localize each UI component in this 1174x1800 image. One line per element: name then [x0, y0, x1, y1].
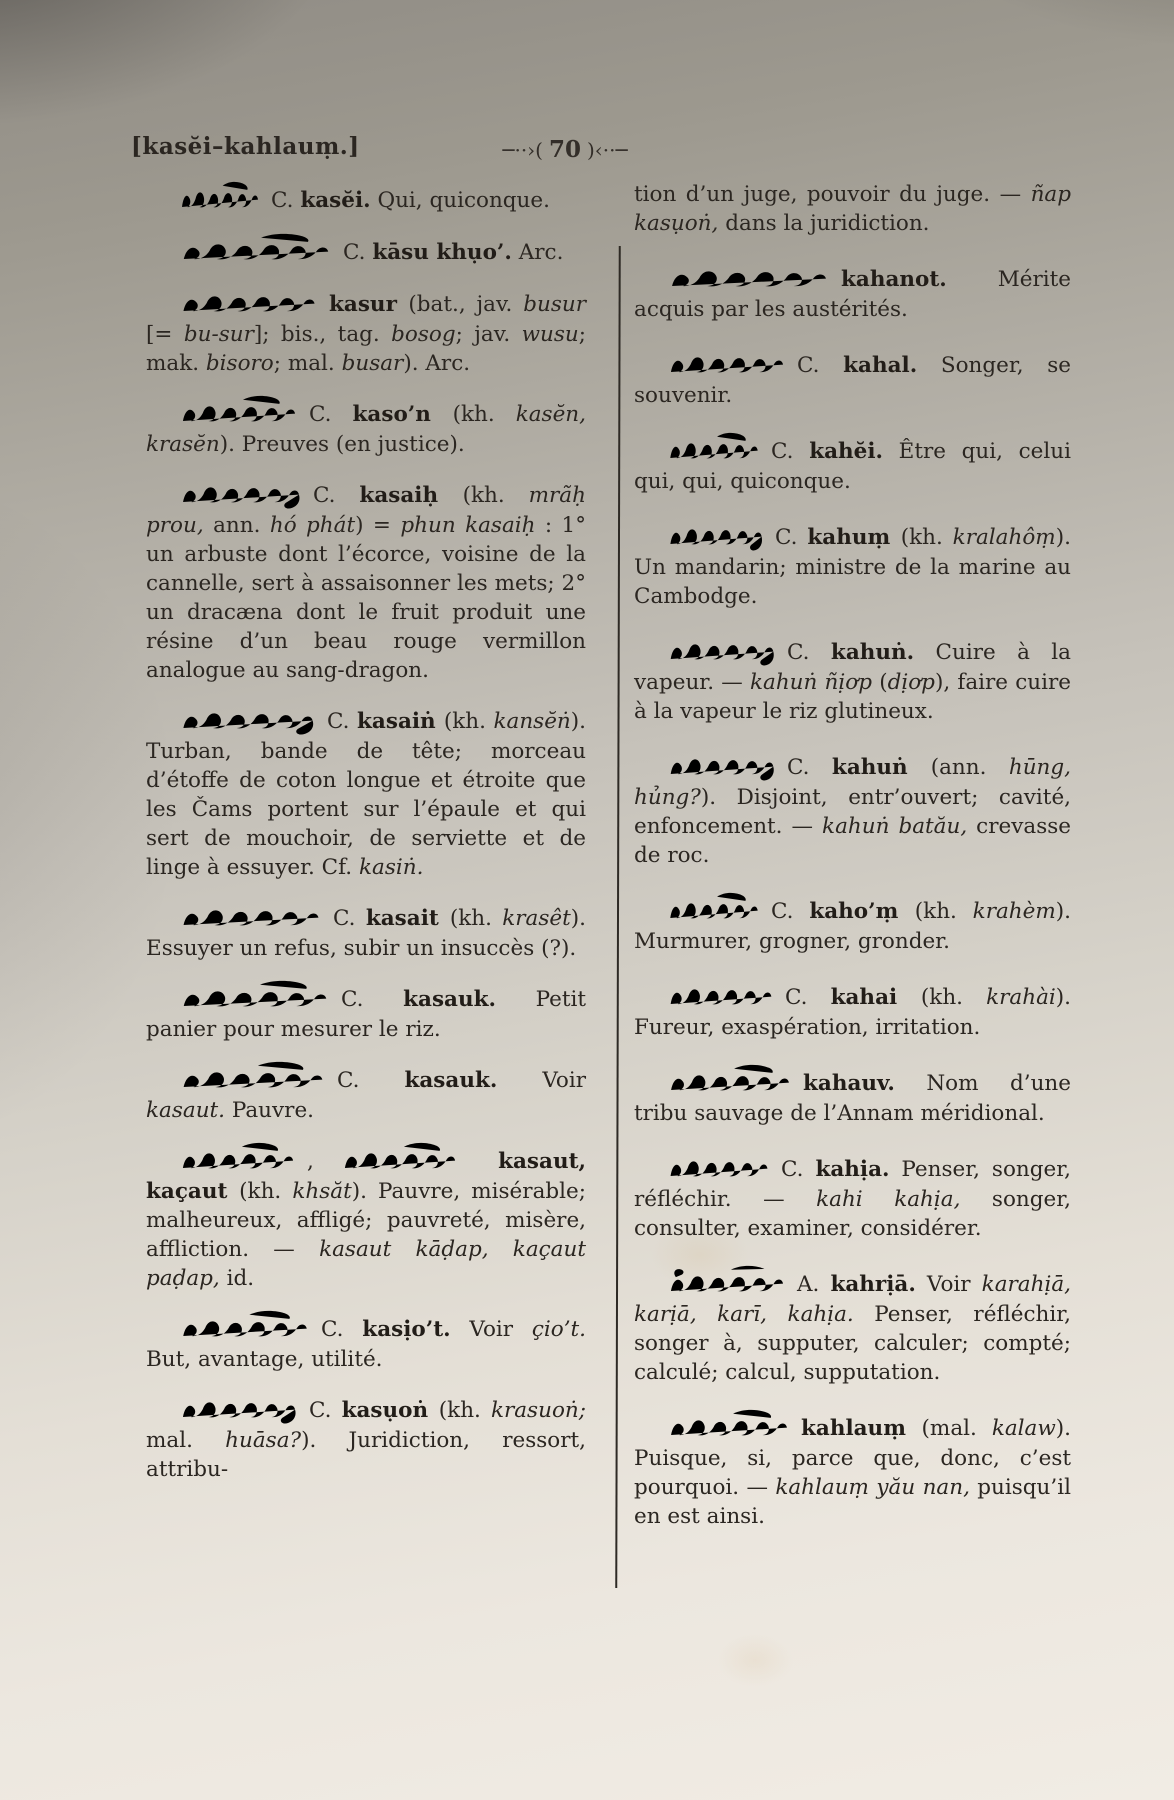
cham-script-word [668, 517, 764, 553]
headword: kasur [329, 292, 409, 317]
dictionary-entry [634, 1149, 1071, 1243]
headword: kāsu khụo’. [372, 240, 512, 265]
entry-text: bosog [391, 322, 456, 347]
entry-text: crevasse de roc. [634, 814, 1071, 868]
entry-text: ). Arc. [403, 351, 471, 376]
headword: kasait [365, 906, 450, 931]
cham-script-word [180, 1309, 310, 1345]
dictionary-entry [634, 180, 1071, 238]
entry-text: C. [775, 525, 808, 550]
cham-script-word [668, 977, 774, 1013]
entry-text: (kh. [462, 483, 529, 508]
dictionary-entry [146, 232, 586, 268]
entry-text: But, avantage, utilité. [146, 1347, 383, 1372]
dictionary-entry [146, 1309, 586, 1374]
column-right [634, 180, 1071, 1552]
entry-text: puisqu’il en est ainsi. [634, 1475, 1071, 1529]
entry-text: Voir [915, 1272, 982, 1297]
entry-text: ). Juridiction, ressort, attribu- [146, 1428, 586, 1482]
entry-text: ann. [203, 513, 270, 538]
entry-text: Arc. [511, 240, 564, 265]
dictionary-entry [146, 898, 586, 963]
cham-script-word [342, 1141, 458, 1177]
entry-text: ), faire cuire à la vapeur le riz glutineux. [634, 670, 1072, 724]
dictionary-entry [634, 632, 1071, 726]
entry-text: [= [146, 322, 184, 347]
cham-script-word [180, 1390, 298, 1426]
entry-text: C. [333, 906, 366, 931]
entry-text: Cuire à la vapeur. — [634, 640, 1071, 695]
entry-text: (mal. [921, 1416, 992, 1441]
dictionary-entry [634, 345, 1071, 410]
entry-text: (kh. [900, 525, 953, 550]
entry-text: kahuṅ batău, [822, 814, 968, 839]
cham-script-word [668, 345, 786, 381]
cham-script-word [668, 1149, 770, 1185]
headword: kahai [830, 985, 921, 1010]
entry-text: ). Preuves (en justice). [219, 432, 465, 457]
entry-text: C. [309, 1398, 342, 1423]
cham-script-word [180, 180, 260, 216]
entry-text: kahuṅ ñịơp [749, 670, 880, 695]
dictionary-entry [146, 475, 586, 685]
entry-text: C. [797, 353, 844, 378]
headword: kahuṃ [807, 525, 901, 550]
entry-text: ). Puisque, si, parce que, donc, c’est pourquoi. — [634, 1416, 1071, 1500]
headword: kahlauṃ [801, 1416, 922, 1441]
entry-text: C. [781, 1157, 816, 1182]
dictionary-entry [634, 891, 1071, 956]
dictionary-entry [634, 1063, 1071, 1128]
entry-text: dans la juridiction. [718, 211, 930, 236]
entry-text: C. [313, 483, 360, 508]
dictionary-entry [146, 394, 586, 459]
entry-text: (kh. [920, 985, 987, 1010]
cham-script-word [180, 979, 330, 1015]
entry-text: hó phát [269, 513, 356, 538]
entry-text: Nom d’une tribu sauvage de l’Annam méridional. [634, 1071, 1071, 1126]
entry-text: C. [341, 987, 404, 1012]
entry-text: kasaut kāḍap, kaçaut paḍap, [146, 1237, 586, 1291]
entry-text: kahlauṃ yău nan, [775, 1475, 970, 1500]
entry-text: Penser, réfléchir, songer à, supputer, calculer; compté; calculé; calcul, supputation. [634, 1302, 1071, 1385]
headword: kahal. [843, 353, 918, 378]
entry-text: id. [219, 1266, 255, 1291]
entry-text: C. [771, 439, 810, 464]
entry-text: ). Murmurer, grogner, gronder. [634, 899, 1071, 954]
cham-script-word [668, 632, 776, 668]
entry-text: : 1° un arbuste dont l’écorce, voisine de la cannelle, sert à assaisonner les mets; 2° un dracæna dont le fruit produit une résine d’un beau rouge vermillon analogue au sang-dragon. [146, 513, 586, 683]
entry-text: ) = [355, 513, 401, 538]
entry-text: ]; bis., tag. [253, 322, 392, 347]
entry-text: C. [327, 709, 358, 734]
cham-script-word [668, 1408, 790, 1444]
entry-text: kasiṅ. [358, 855, 424, 880]
entry-text: (kh. [438, 1398, 491, 1423]
entry-text: ). Essuyer un refus, subir un insuccès (?). [146, 906, 587, 961]
entry-text: busar [341, 351, 404, 376]
entry-text: C. [309, 402, 353, 427]
headword: kahrịā. [830, 1272, 916, 1297]
dictionary-entry [146, 701, 586, 882]
entry-text: C. [343, 240, 373, 265]
dictionary-entry [634, 259, 1071, 324]
headword: kasĕi. [300, 188, 371, 213]
entry-text: kasĕn, krasĕn [146, 402, 586, 457]
entry-text: krahài [986, 985, 1056, 1010]
dictionary-entry [146, 1390, 586, 1484]
entry-text: Petit panier pour mesurer le riz. [146, 987, 586, 1042]
entry-text: (kh. [449, 906, 503, 931]
cham-script-word [668, 747, 776, 783]
headword: kasauk. [403, 987, 497, 1012]
entry-text: çio’t. [531, 1317, 586, 1342]
entry-text: busur [523, 292, 586, 317]
dictionary-entry [634, 517, 1071, 611]
entry-text: tion d’un juge, pouvoir du juge. — [634, 182, 1031, 207]
entry-text: C. [787, 640, 831, 665]
cham-script-word [180, 232, 332, 268]
headword: kahịa. [815, 1157, 890, 1182]
page-number-ornament [502, 136, 627, 163]
cham-script-word [180, 1141, 296, 1177]
entry-text: wusu [521, 322, 579, 347]
entry-text: ( [879, 670, 888, 695]
entry-text: Penser, songer, réfléchir. — [634, 1157, 1071, 1212]
headword: kahuṅ [831, 755, 931, 780]
entry-text: ). Turban, bande de tête; morceau d’étoffe de coton longue et étroite que les Čams portent sur l’épaule et qui sert de mouchoir, de serviette et de linge à essuyer. Cf. [146, 709, 587, 880]
headword: kahauv. [803, 1071, 895, 1096]
entry-text: hūng, hủng? [634, 755, 1071, 810]
page-number: 70 [548, 136, 582, 163]
entry-text: C. [787, 755, 832, 780]
dictionary-entry [146, 979, 586, 1044]
entry-text: ). Disjoint, entr’ouvert; cavité, enfoncement. — [634, 785, 1071, 839]
headword: kasauk. [404, 1068, 498, 1093]
ornament-right: )‹··─ [587, 138, 628, 162]
entry-text: krahèm [972, 899, 1056, 924]
dictionary-entry [146, 180, 586, 216]
entry-text: kalaw [991, 1416, 1056, 1441]
entry-text: ). Fureur, exaspération, irritation. [634, 985, 1071, 1040]
entry-text: Songer, se souvenir. [634, 353, 1071, 408]
entry-text: ; jav. [455, 322, 522, 347]
running-head: [kasĕi–kahlauṃ.] [131, 133, 360, 160]
cham-script-word [180, 394, 298, 430]
entry-text: kasaut. [146, 1098, 226, 1123]
entry-text: (kh. [239, 1179, 293, 1204]
entry-text: (kh. [914, 899, 973, 924]
cham-script-word [668, 259, 830, 295]
dictionary-entry [146, 284, 586, 378]
dictionary-entry [634, 977, 1071, 1042]
entry-text: karahịā, karịā, karī, kahịa. [634, 1272, 1071, 1327]
cham-script-word [668, 1264, 786, 1300]
cham-script-word [668, 891, 760, 927]
entry-text: Qui, quiconque. [370, 188, 550, 213]
dictionary-entry [634, 1408, 1071, 1531]
entry-text: (ann. [930, 755, 1009, 780]
dictionary-entry [146, 1141, 586, 1293]
entry-text: kahi kahịa, [816, 1187, 961, 1212]
entry-text: C. [771, 899, 810, 924]
cham-script-word [668, 1063, 792, 1099]
headword: kahanot. [841, 267, 947, 292]
headword: kaho’ṃ [809, 899, 915, 924]
entry-text: kralahôṃ [952, 525, 1056, 550]
column-left [146, 180, 586, 1500]
entry-text: ; mal. [273, 351, 342, 376]
entry-text: Voir [497, 1068, 586, 1093]
entry-text: bu-sur [183, 322, 254, 347]
cham-script-word [180, 284, 318, 320]
headword: kahĕi. [809, 439, 883, 464]
cham-script-word [180, 701, 316, 737]
dictionary-entry [634, 431, 1071, 496]
dictionary-entry [634, 1264, 1071, 1387]
entry-text: dịơp [887, 670, 935, 695]
entry-text: bisoro [205, 351, 274, 376]
entry-text: ñap kasụoṅ, [634, 182, 1071, 236]
entry-text: (bat., jav. [408, 292, 524, 317]
cham-script-word [180, 475, 302, 511]
entry-text: songer, consulter, examiner, considérer. [634, 1187, 1071, 1241]
entry-text: ). Un mandarin; ministre de la marine au Cambodge. [634, 525, 1072, 609]
entry-text: kansĕṅ [493, 709, 571, 734]
entry-text: krasuoṅ; [490, 1398, 586, 1423]
entry-text: , [307, 1149, 343, 1174]
entry-text: ; mak. [146, 322, 586, 376]
entry-text: Voir [450, 1317, 532, 1342]
entry-text: (kh. [452, 402, 516, 427]
entry-text: khsăt [292, 1179, 352, 1204]
entry-text: Pauvre. [225, 1098, 315, 1123]
entry-text: mrãḥ prou, [146, 483, 586, 538]
dictionary-entry [634, 747, 1071, 870]
entry-text: krasêt [502, 906, 571, 931]
entry-text: Être qui, celui qui, qui, quiconque. [634, 439, 1071, 494]
headword: kaso’n [352, 402, 453, 427]
entry-text: (kh. [443, 709, 494, 734]
headword: kasaut, kaçaut [146, 1149, 586, 1204]
entry-text: phun kasaiḥ [400, 513, 545, 538]
entry-text: huāsa? [225, 1428, 302, 1453]
entry-text: C. [785, 985, 831, 1010]
column-divider-rule [615, 246, 621, 1588]
entry-text: A. [797, 1272, 831, 1297]
headword: kahuṅ. [830, 640, 915, 665]
headword: kasaiṅ [357, 709, 444, 734]
entry-text: ). Pauvre, misérable; malheureux, affligé; pauvreté, misère, affliction. — [146, 1179, 586, 1262]
entry-text: Mérite acquis par les austérités. [634, 267, 1071, 322]
cham-script-word [180, 898, 322, 934]
cham-script-word [668, 431, 760, 467]
cham-script-word [180, 1060, 326, 1096]
entry-text: mal. [146, 1428, 226, 1453]
dictionary-entry [146, 1060, 586, 1125]
headword: kasụoṅ [341, 1398, 439, 1423]
entry-text: C. [337, 1068, 405, 1093]
entry-text: C. [271, 188, 301, 213]
ornament-left: ─··›( [502, 138, 543, 162]
headword: kasịo’t. [362, 1317, 451, 1342]
headword: kasaiḥ [359, 483, 463, 508]
entry-text: C. [321, 1317, 363, 1342]
